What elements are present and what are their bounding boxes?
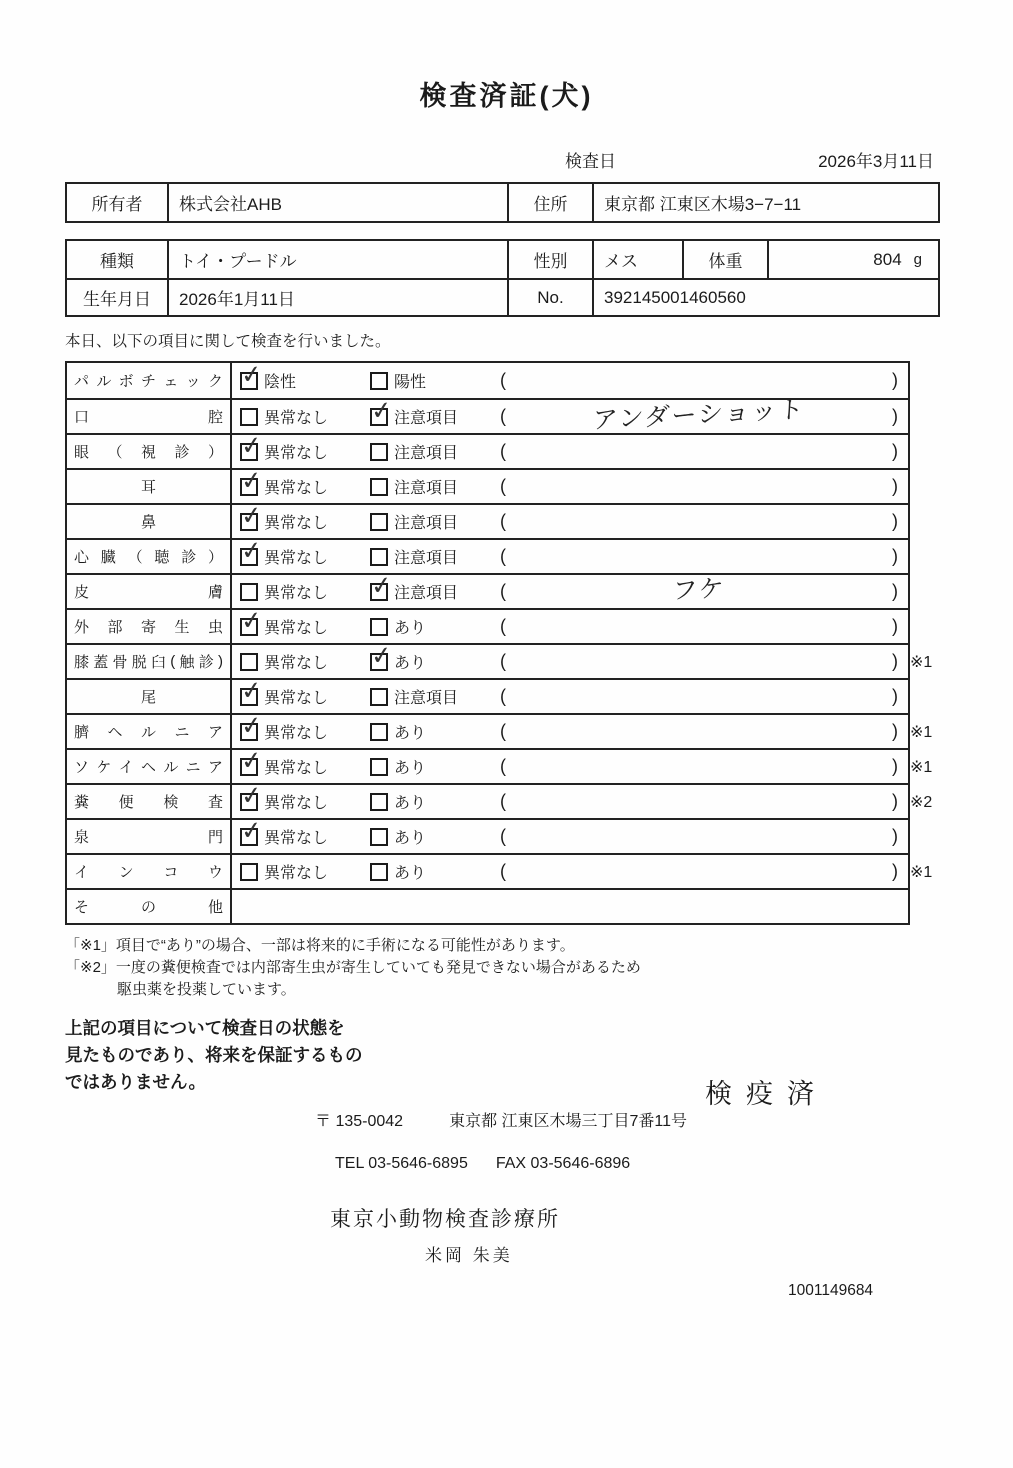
pet-row-2 <box>67 278 938 315</box>
paren-close: ) <box>892 791 898 811</box>
checkbox-option <box>240 860 370 883</box>
option-label: 陰性 <box>264 374 297 391</box>
option-label: 異常なし <box>264 725 329 742</box>
paren-close: ) <box>892 721 898 741</box>
option-label: 異常なし <box>264 865 329 882</box>
paren-open: ( <box>500 686 506 706</box>
note-blank <box>506 836 892 837</box>
paren-close: ) <box>892 441 898 461</box>
checklist-row <box>67 748 933 783</box>
sex-value: メス <box>592 241 682 278</box>
note-blank <box>506 801 892 802</box>
checkbox-option <box>370 755 500 778</box>
option-label: 注意項目 <box>394 550 459 567</box>
unchecked-checkbox[interactable] <box>370 372 388 390</box>
checkbox-option <box>240 685 370 708</box>
postal-code: 〒 135-0042 <box>315 1113 404 1130</box>
paren-close: ) <box>892 651 898 671</box>
checkbox-option <box>240 615 370 638</box>
checked-checkbox[interactable] <box>370 408 388 426</box>
intro-text: 本日、以下の項目に関して検査を行いました。 <box>65 333 391 350</box>
reference-mark: ※1 <box>910 863 933 881</box>
note-blank <box>506 766 892 767</box>
checklist-item-label: 皮 膚 <box>67 575 232 608</box>
document-title: 検査済証(犬) <box>419 81 594 111</box>
checklist-row <box>67 503 908 538</box>
disclaimer-line-1: 上記の項目について検査日の状態を <box>65 1018 345 1038</box>
clinic-address-line <box>315 1108 1013 1131</box>
checkbox-option <box>370 440 500 463</box>
option-label: 異常なし <box>264 550 329 567</box>
inspection-date-label: 検査日 <box>565 152 616 171</box>
paren-close: ) <box>892 826 898 846</box>
checklist-row-body <box>232 750 908 783</box>
checklist-row-body <box>232 575 908 608</box>
weight-value: 804 <box>873 249 902 269</box>
serial-number: 1001149684 <box>788 1282 874 1299</box>
handwritten-note: フケ <box>671 574 727 605</box>
reference-mark: ※2 <box>910 793 933 811</box>
checkbox-option <box>370 405 500 428</box>
note-line-2: 「※2」一度の糞便検査では内部寄生虫が寄生していても発見できない場合があるため <box>65 959 641 976</box>
unchecked-checkbox[interactable] <box>370 513 388 531</box>
note-line-3: 駆虫薬を投薬しています。 <box>117 981 296 998</box>
paren-close: ) <box>892 370 898 390</box>
checklist-row <box>67 394 908 435</box>
note-line-1: 「※1」項目で“あり”の場合、一部は将来的に手術になる可能性があります。 <box>65 937 575 954</box>
checklist-item-label: パ ル ボ チ ェ ッ ク <box>67 363 232 398</box>
checklist-table <box>65 361 933 925</box>
option-label: 異常なし <box>264 760 329 777</box>
option-label: あり <box>394 655 427 672</box>
checkbox-option <box>370 580 500 603</box>
clinic-street-address: 東京都 江東区木場三丁目7番11号 <box>449 1113 688 1130</box>
checklist-row <box>67 713 933 748</box>
note-blank <box>506 626 892 627</box>
veterinarian-name: 米岡 朱美 <box>425 1246 513 1265</box>
owner-label: 所有者 <box>91 195 143 214</box>
checked-checkbox[interactable] <box>240 723 258 741</box>
checklist-item-label: 膝 蓋 骨 脱 臼 ( 触 診 ) <box>67 645 232 678</box>
breed-value: トイ・プードル <box>167 241 507 278</box>
note-blank <box>506 380 892 381</box>
paren-open: ( <box>500 406 506 426</box>
note-blank <box>506 521 892 522</box>
unchecked-checkbox[interactable] <box>370 793 388 811</box>
option-label: 注意項目 <box>394 445 459 462</box>
checklist-row-body <box>232 890 908 923</box>
sex-label: 性別 <box>507 241 592 278</box>
address-label: 住所 <box>507 184 592 221</box>
option-label: 注意項目 <box>394 410 459 427</box>
checkbox-option <box>370 475 500 498</box>
address-value: 東京都 江東区木場3−7−11 <box>592 184 938 221</box>
note-blank <box>506 556 892 557</box>
option-label: あり <box>394 865 427 882</box>
paren-open: ( <box>500 581 506 601</box>
checkbox-option <box>240 545 370 568</box>
unchecked-checkbox[interactable] <box>240 863 258 881</box>
checkbox-option <box>370 825 500 848</box>
option-label: 注意項目 <box>394 690 459 707</box>
unchecked-checkbox[interactable] <box>370 443 388 461</box>
note-blank <box>506 451 892 452</box>
paren-close: ) <box>892 686 898 706</box>
checklist-row-body <box>232 435 908 468</box>
checkbox-option <box>240 405 370 428</box>
paren-close: ) <box>892 546 898 566</box>
checkbox-option <box>370 545 500 568</box>
option-label: あり <box>394 830 427 847</box>
option-label: 異常なし <box>264 795 329 812</box>
paren-open: ( <box>500 616 506 636</box>
paren-open: ( <box>500 721 506 741</box>
option-label: 注意項目 <box>394 585 459 602</box>
checklist-item-label: 口 腔 <box>67 400 232 433</box>
unchecked-checkbox[interactable] <box>370 688 388 706</box>
checklist-row <box>67 678 908 713</box>
clinic-phone-line <box>335 1155 1013 1173</box>
owner-row <box>67 184 938 221</box>
note-blank <box>506 661 892 662</box>
checklist-item-label: 眼 （ 視 診 ） <box>67 435 232 468</box>
paren-open: ( <box>500 826 506 846</box>
option-label: 注意項目 <box>394 515 459 532</box>
checkbox-option <box>370 510 500 533</box>
checkbox-option <box>240 755 370 778</box>
checklist-item-label: 鼻 <box>67 505 232 538</box>
paren-open: ( <box>500 756 506 776</box>
paren-open: ( <box>500 370 506 390</box>
weight-unit: g <box>913 251 922 268</box>
option-label: 異常なし <box>264 620 329 637</box>
checklist-row <box>67 783 933 818</box>
checked-checkbox[interactable] <box>240 372 258 390</box>
fax-number: FAX 03-5646-6896 <box>495 1155 631 1172</box>
checklist-row <box>67 818 908 853</box>
checklist-row <box>67 468 908 503</box>
checklist-item-label: 耳 <box>67 470 232 503</box>
clinic-name: 東京小動物検査診療所 <box>330 1208 560 1231</box>
paren-close: ) <box>892 581 898 601</box>
checkbox-option <box>240 790 370 813</box>
pet-row-1 <box>67 241 938 278</box>
checklist-row-body <box>232 610 908 643</box>
option-label: 異常なし <box>264 690 329 707</box>
checked-checkbox[interactable] <box>240 618 258 636</box>
unchecked-checkbox[interactable] <box>370 863 388 881</box>
unchecked-checkbox[interactable] <box>240 408 258 426</box>
checked-checkbox[interactable] <box>240 548 258 566</box>
option-label: 注意項目 <box>394 480 459 497</box>
tel-number: TEL 03-5646-6895 <box>335 1155 468 1172</box>
birthdate-value: 2026年1月11日 <box>167 280 507 315</box>
note-blank <box>506 696 892 697</box>
paren-open: ( <box>500 511 506 531</box>
option-label: 異常なし <box>264 410 329 427</box>
checkbox-option <box>240 720 370 743</box>
paren-close: ) <box>892 616 898 636</box>
checklist-row-body <box>232 820 908 853</box>
checklist-row <box>67 853 933 888</box>
checked-checkbox[interactable] <box>240 443 258 461</box>
checkbox-option <box>240 510 370 533</box>
checkbox-option <box>240 650 370 673</box>
paren-close: ) <box>892 406 898 426</box>
checklist-item-label: 臍 ヘ ル ニ ア <box>67 715 232 748</box>
checkbox-option <box>370 790 500 813</box>
option-label: 異常なし <box>264 830 329 847</box>
checklist-item-label: イ ン コ ウ <box>67 855 232 888</box>
inspection-date-value: 2026年3月11日 <box>818 152 934 171</box>
paren-close: ) <box>892 756 898 776</box>
weight-cell <box>767 241 938 278</box>
checkbox-option <box>370 650 500 673</box>
number-value: 392145001460560 <box>592 280 938 315</box>
owner-table <box>65 182 940 223</box>
weight-label: 体重 <box>682 241 767 278</box>
breed-label: 種類 <box>100 252 134 271</box>
paren-close: ) <box>892 511 898 531</box>
option-label: 異常なし <box>264 655 329 672</box>
number-label: No. <box>507 280 592 315</box>
checklist-item-label: そ の 他 <box>67 890 232 923</box>
disclaimer-line-2: 見たものであり、将来を保証するもの <box>65 1045 363 1065</box>
checklist-item-label: 外 部 寄 生 虫 <box>67 610 232 643</box>
quarantine-stamp: 検疫済 <box>705 1079 828 1109</box>
disclaimer-text <box>65 1015 1013 1096</box>
option-label: 異常なし <box>264 480 329 497</box>
checklist-row-body <box>232 645 908 678</box>
note-blank <box>506 871 892 872</box>
option-label: あり <box>394 620 427 637</box>
unchecked-checkbox[interactable] <box>370 618 388 636</box>
unchecked-checkbox[interactable] <box>370 758 388 776</box>
unchecked-checkbox[interactable] <box>370 723 388 741</box>
checkbox-option <box>370 615 500 638</box>
paren-close: ) <box>892 476 898 496</box>
unchecked-checkbox[interactable] <box>370 478 388 496</box>
option-label: あり <box>394 760 427 777</box>
checkbox-option <box>370 369 500 392</box>
unchecked-checkbox[interactable] <box>240 653 258 671</box>
checklist-row-body <box>232 680 908 713</box>
paren-open: ( <box>500 546 506 566</box>
checklist-row <box>67 573 908 608</box>
checked-checkbox[interactable] <box>240 758 258 776</box>
checked-checkbox[interactable] <box>370 583 388 601</box>
checklist-row-body <box>232 715 908 748</box>
option-label: あり <box>394 795 427 812</box>
checkbox-option <box>370 685 500 708</box>
option-label: 異常なし <box>264 585 329 602</box>
paren-close: ) <box>892 861 898 881</box>
checklist-row <box>67 643 933 678</box>
pet-table <box>65 239 940 317</box>
checklist-item-label: ソ ケ イ ヘ ル ニ ア <box>67 750 232 783</box>
checked-checkbox[interactable] <box>240 793 258 811</box>
checklist-item-label: 糞 便 検 査 <box>67 785 232 818</box>
birthdate-label: 生年月日 <box>83 290 151 309</box>
reference-mark: ※1 <box>910 723 933 741</box>
option-label: あり <box>394 725 427 742</box>
reference-notes <box>65 935 1013 1001</box>
reference-mark: ※1 <box>910 653 933 671</box>
checklist-row-body <box>232 470 908 503</box>
checklist-row-body <box>232 394 908 435</box>
checkbox-option <box>370 720 500 743</box>
note-blank <box>506 731 892 732</box>
checklist-row-body <box>232 785 908 818</box>
paren-open: ( <box>500 476 506 496</box>
checklist-row-body <box>232 505 908 538</box>
checkbox-option <box>240 440 370 463</box>
checklist-item-label: 尾 <box>67 680 232 713</box>
unchecked-checkbox[interactable] <box>370 828 388 846</box>
note-blank <box>506 486 892 487</box>
checklist-row <box>67 608 908 643</box>
checklist-row-body <box>232 855 908 888</box>
checked-checkbox[interactable] <box>240 828 258 846</box>
checkbox-option <box>240 369 370 392</box>
option-label: 異常なし <box>264 445 329 462</box>
checked-checkbox[interactable] <box>370 653 388 671</box>
unchecked-checkbox[interactable] <box>370 548 388 566</box>
paren-open: ( <box>500 791 506 811</box>
checked-checkbox[interactable] <box>240 688 258 706</box>
unchecked-checkbox[interactable] <box>240 583 258 601</box>
checked-checkbox[interactable] <box>240 513 258 531</box>
checklist-row <box>67 888 908 923</box>
option-label: 異常なし <box>264 515 329 532</box>
handwritten-note: アンダーショット <box>591 394 806 435</box>
checkbox-option <box>240 475 370 498</box>
paren-open: ( <box>500 651 506 671</box>
checklist-item-label: 泉 門 <box>67 820 232 853</box>
inspection-date-row <box>65 147 940 172</box>
paren-open: ( <box>500 441 506 461</box>
checked-checkbox[interactable] <box>240 478 258 496</box>
checkbox-option <box>240 580 370 603</box>
checklist-row <box>67 433 908 468</box>
owner-value: 株式会社AHB <box>167 184 507 221</box>
option-label: 陽性 <box>394 374 427 391</box>
checkbox-option <box>240 825 370 848</box>
reference-mark: ※1 <box>910 758 933 776</box>
paren-open: ( <box>500 861 506 881</box>
disclaimer-line-3: ではありません。 <box>65 1072 207 1092</box>
checkbox-option <box>370 860 500 883</box>
checklist-item-label: 心 臓 （ 聴 診 ） <box>67 540 232 573</box>
